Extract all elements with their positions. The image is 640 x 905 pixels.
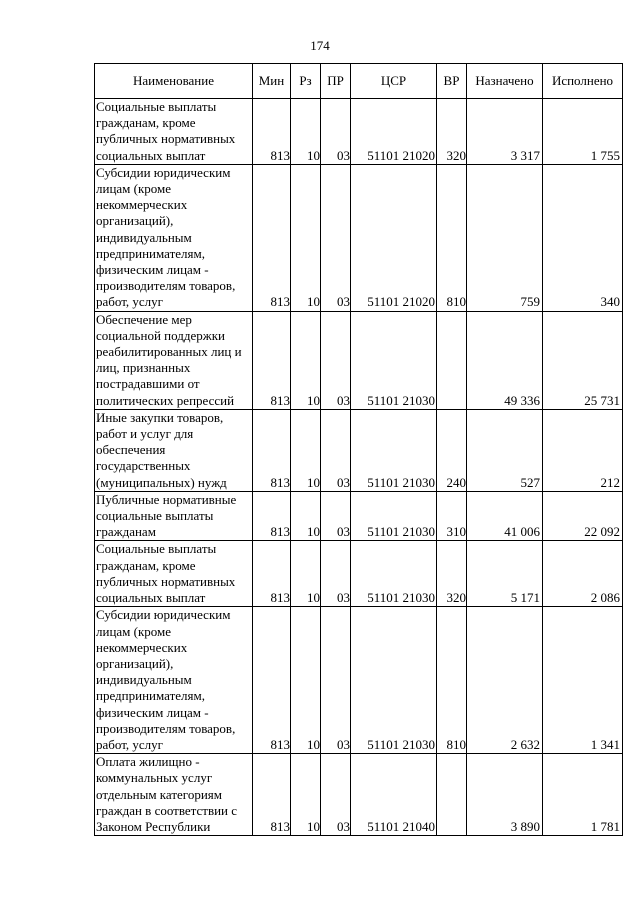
cell-vr: 320 bbox=[437, 541, 467, 607]
cell-min: 813 bbox=[253, 164, 291, 311]
cell-rz: 10 bbox=[291, 409, 321, 491]
budget-table bbox=[94, 63, 623, 836]
header-executed: Исполнено bbox=[543, 64, 623, 99]
header-rz: Рз bbox=[291, 64, 321, 99]
cell-csr: 51101 21030 bbox=[351, 311, 437, 409]
cell-executed: 1 781 bbox=[543, 754, 623, 836]
table-row bbox=[95, 164, 623, 311]
table-row bbox=[95, 541, 623, 607]
table-row bbox=[95, 99, 623, 165]
cell-csr: 51101 21030 bbox=[351, 491, 437, 541]
cell-vr bbox=[437, 754, 467, 836]
cell-min: 813 bbox=[253, 99, 291, 165]
cell-assigned: 527 bbox=[467, 409, 543, 491]
cell-rz: 10 bbox=[291, 541, 321, 607]
cell-vr bbox=[437, 311, 467, 409]
cell-min: 813 bbox=[253, 409, 291, 491]
cell-csr: 51101 21020 bbox=[351, 164, 437, 311]
header-csr: ЦСР bbox=[351, 64, 437, 99]
cell-executed: 1 341 bbox=[543, 607, 623, 754]
cell-min: 813 bbox=[253, 491, 291, 541]
table-header bbox=[95, 64, 623, 99]
cell-rz: 10 bbox=[291, 311, 321, 409]
cell-pr: 03 bbox=[321, 311, 351, 409]
cell-rz: 10 bbox=[291, 491, 321, 541]
cell-assigned: 759 bbox=[467, 164, 543, 311]
cell-vr: 320 bbox=[437, 99, 467, 165]
cell-name: Иные закупки товаров, работ и услуг для обеспечения государственных (муниципальных) нужд bbox=[95, 409, 253, 491]
cell-name: Субсидии юридическим лицам (кроме некоммерческих организаций), индивидуальным предпринимателям, физическим лицам - производителям товаров, работ, услуг bbox=[95, 164, 253, 311]
cell-executed: 22 092 bbox=[543, 491, 623, 541]
cell-executed: 25 731 bbox=[543, 311, 623, 409]
table-row bbox=[95, 491, 623, 541]
cell-csr: 51101 21020 bbox=[351, 99, 437, 165]
cell-assigned: 3 317 bbox=[467, 99, 543, 165]
table-row bbox=[95, 607, 623, 754]
cell-pr: 03 bbox=[321, 409, 351, 491]
cell-executed: 1 755 bbox=[543, 99, 623, 165]
header-pr: ПР bbox=[321, 64, 351, 99]
cell-rz: 10 bbox=[291, 164, 321, 311]
cell-pr: 03 bbox=[321, 541, 351, 607]
cell-assigned: 2 632 bbox=[467, 607, 543, 754]
cell-pr: 03 bbox=[321, 754, 351, 836]
cell-name: Социальные выплаты гражданам, кроме публичных нормативных социальных выплат bbox=[95, 99, 253, 165]
header-min: Мин bbox=[253, 64, 291, 99]
cell-min: 813 bbox=[253, 754, 291, 836]
cell-executed: 340 bbox=[543, 164, 623, 311]
cell-csr: 51101 21030 bbox=[351, 541, 437, 607]
cell-name: Публичные нормативные социальные выплаты гражданам bbox=[95, 491, 253, 541]
cell-vr: 810 bbox=[437, 164, 467, 311]
page-number: 174 bbox=[310, 38, 330, 53]
cell-min: 813 bbox=[253, 541, 291, 607]
cell-vr: 310 bbox=[437, 491, 467, 541]
cell-name: Социальные выплаты гражданам, кроме публичных нормативных социальных выплат bbox=[95, 541, 253, 607]
cell-rz: 10 bbox=[291, 607, 321, 754]
cell-pr: 03 bbox=[321, 164, 351, 311]
cell-csr: 51101 21040 bbox=[351, 754, 437, 836]
cell-min: 813 bbox=[253, 311, 291, 409]
cell-assigned: 41 006 bbox=[467, 491, 543, 541]
cell-csr: 51101 21030 bbox=[351, 409, 437, 491]
cell-pr: 03 bbox=[321, 99, 351, 165]
header-name: Наименование bbox=[95, 64, 253, 99]
header-row bbox=[95, 64, 623, 99]
cell-pr: 03 bbox=[321, 607, 351, 754]
cell-rz: 10 bbox=[291, 99, 321, 165]
table-row bbox=[95, 409, 623, 491]
table-row bbox=[95, 754, 623, 836]
header-vr: ВР bbox=[437, 64, 467, 99]
cell-name: Обеспечение мер социальной поддержки реабилитированных лиц и лиц, признанных пострадавшими от политических репрессий bbox=[95, 311, 253, 409]
cell-vr: 810 bbox=[437, 607, 467, 754]
table-row bbox=[95, 311, 623, 409]
cell-vr: 240 bbox=[437, 409, 467, 491]
cell-name: Субсидии юридическим лицам (кроме некоммерческих организаций), индивидуальным предпринимателям, физическим лицам - производителям товаров, работ, услуг bbox=[95, 607, 253, 754]
cell-executed: 2 086 bbox=[543, 541, 623, 607]
cell-assigned: 49 336 bbox=[467, 311, 543, 409]
cell-csr: 51101 21030 bbox=[351, 607, 437, 754]
cell-rz: 10 bbox=[291, 754, 321, 836]
cell-assigned: 5 171 bbox=[467, 541, 543, 607]
cell-name: Оплата жилищно - коммунальных услуг отдельным категориям граждан в соответствии с Законом Республики bbox=[95, 754, 253, 836]
table-body bbox=[95, 99, 623, 836]
cell-pr: 03 bbox=[321, 491, 351, 541]
cell-min: 813 bbox=[253, 607, 291, 754]
cell-assigned: 3 890 bbox=[467, 754, 543, 836]
cell-executed: 212 bbox=[543, 409, 623, 491]
header-assigned: Назначено bbox=[467, 64, 543, 99]
